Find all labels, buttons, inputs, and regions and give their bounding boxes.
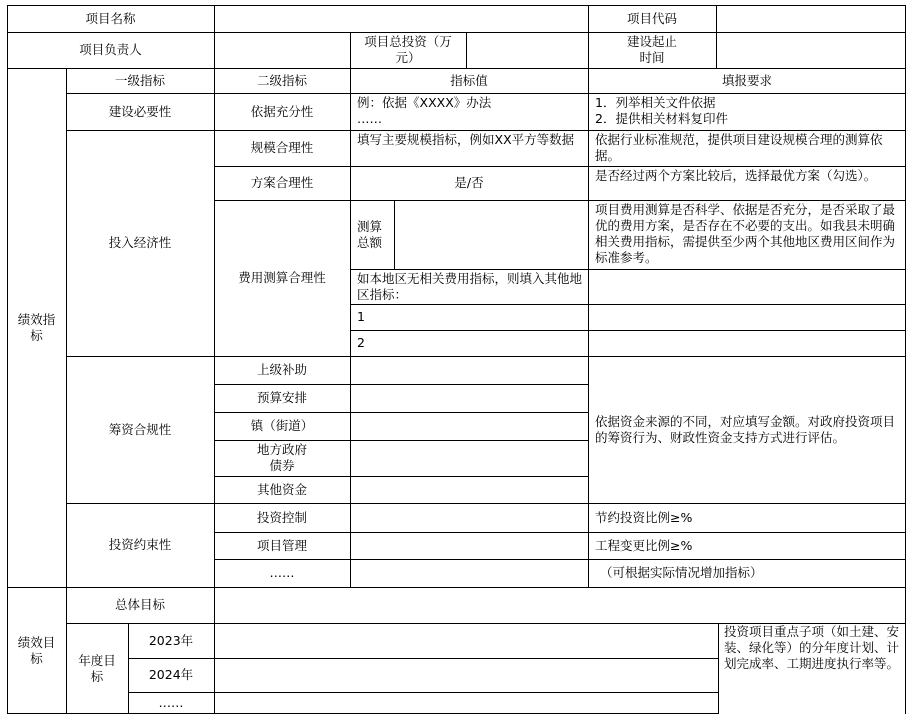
funding-item-superior-subsidy: 上级补助 — [256, 362, 307, 377]
funding-item-other: 其他资金 — [256, 481, 307, 497]
funding-value-1[interactable] — [350, 356, 588, 384]
total-investment-field[interactable] — [466, 32, 588, 68]
funding-item-town: 镇（街道） — [250, 418, 314, 433]
constraint-requirement-1: 节约投资比例≥% — [595, 509, 693, 525]
constraint-value-1[interactable] — [350, 503, 588, 532]
plan-level2: 方案合理性 — [250, 175, 314, 190]
total-investment-label: 项目总投资（万 元） — [364, 34, 452, 65]
construction-period-label: 建设起止 时间 — [626, 34, 677, 65]
cost-estimate-field[interactable] — [394, 200, 588, 269]
year-2024: 2024年 — [148, 667, 194, 682]
constraint-value-2[interactable] — [350, 532, 588, 559]
funding-value-2[interactable] — [350, 384, 588, 412]
col-requirement-header: 填报要求 — [721, 72, 772, 88]
col-level2-header: 二级指标 — [256, 72, 307, 88]
constraint-requirement-2: 工程变更比例≥% — [595, 537, 693, 553]
funding-item-budget: 预算安排 — [256, 390, 307, 405]
necessity-level2: 依据充分性 — [250, 103, 314, 119]
construction-period-field[interactable] — [716, 32, 906, 68]
performance-indicators-label: 绩效指 标 — [17, 311, 56, 343]
funding-value-4[interactable] — [350, 440, 588, 476]
constraint-item-more: …… — [269, 565, 295, 580]
constraint-item-project-management: 项目管理 — [256, 537, 307, 553]
project-name-label: 项目名称 — [85, 10, 136, 26]
scale-level2: 规模合理性 — [250, 140, 314, 155]
annual-goal-note: 投资项目重点子项（如土建、安装、绿化等）的分年度计划、计划完成率、工期进度执行率等。 — [724, 624, 900, 671]
necessity-value[interactable]: 例：依据《XXXX》办法 …… — [357, 95, 492, 126]
scale-requirement: 依据行业标准规范，提供项目建设规模合理的测算依据。 — [595, 132, 883, 163]
constraint-item-investment-control: 投资控制 — [256, 509, 307, 525]
constraint-requirement-3: （可根据实际情况增加指标） — [600, 565, 763, 580]
necessity-requirement: 1．列举相关文件依据 2．提供相关材料复印件 — [595, 95, 728, 126]
project-code-label: 项目代码 — [626, 10, 677, 26]
col-value-header: 指标值 — [450, 72, 488, 88]
funding-requirement: 依据资金来源的不同，对应填写金额。对政府投资项目的筹资行为、财政性资金支持方式进行评估。 — [595, 413, 896, 445]
project-leader-field[interactable] — [214, 32, 350, 68]
constraint-value-3[interactable] — [350, 559, 588, 587]
funding-item-local-bonds: 地方政府 债券 — [256, 442, 307, 473]
funding-value-5[interactable] — [350, 476, 588, 503]
col-level1-header: 一级指标 — [114, 72, 165, 88]
cost-row-1: 1 — [357, 309, 365, 324]
plan-requirement: 是否经过两个方案比较后，选择最优方案（勾选）。 — [595, 168, 877, 183]
annual-goal-label: 年度目 标 — [78, 652, 116, 684]
funding-level1: 筹资合规性 — [108, 421, 172, 437]
necessity-level1: 建设必要性 — [108, 103, 172, 119]
cost-estimate-label: 测算 总额 — [357, 218, 383, 250]
annual-goal-more-field[interactable] — [214, 692, 718, 714]
cost-requirement: 项目费用测算是否科学、依据是否充分，是否采取了最优的费用方案，是否存在不必要的支出。如我县未明确相关费用指标，需提供至少两个其他地区费用区间作为标准参考。 — [595, 202, 896, 265]
project-leader-label: 项目负责人 — [79, 42, 142, 57]
funding-value-3[interactable] — [350, 412, 588, 440]
project-code-field[interactable] — [716, 5, 906, 32]
project-name-field[interactable] — [214, 5, 588, 32]
cost-level2: 费用测算合理性 — [238, 270, 326, 285]
performance-goals-label: 绩效目 标 — [17, 634, 56, 666]
cost-row-2: 2 — [357, 335, 365, 350]
annual-goal-2024-field[interactable] — [214, 658, 718, 692]
annual-goal-2023-field[interactable] — [214, 623, 718, 658]
year-2023: 2023年 — [148, 632, 194, 648]
cost-other-region-note: 如本地区无相关费用指标，则填入其他地区指标： — [357, 271, 583, 302]
overall-goal-label: 总体目标 — [114, 597, 165, 612]
overall-goal-field[interactable] — [214, 587, 906, 623]
scale-value[interactable]: 填写主要规模指标，例如XX平方等数据 — [357, 132, 575, 147]
economy-level1: 投入经济性 — [108, 235, 172, 250]
constraint-level1: 投资约束性 — [108, 537, 172, 552]
plan-value[interactable]: 是/否 — [454, 175, 484, 190]
year-more: …… — [158, 695, 184, 710]
